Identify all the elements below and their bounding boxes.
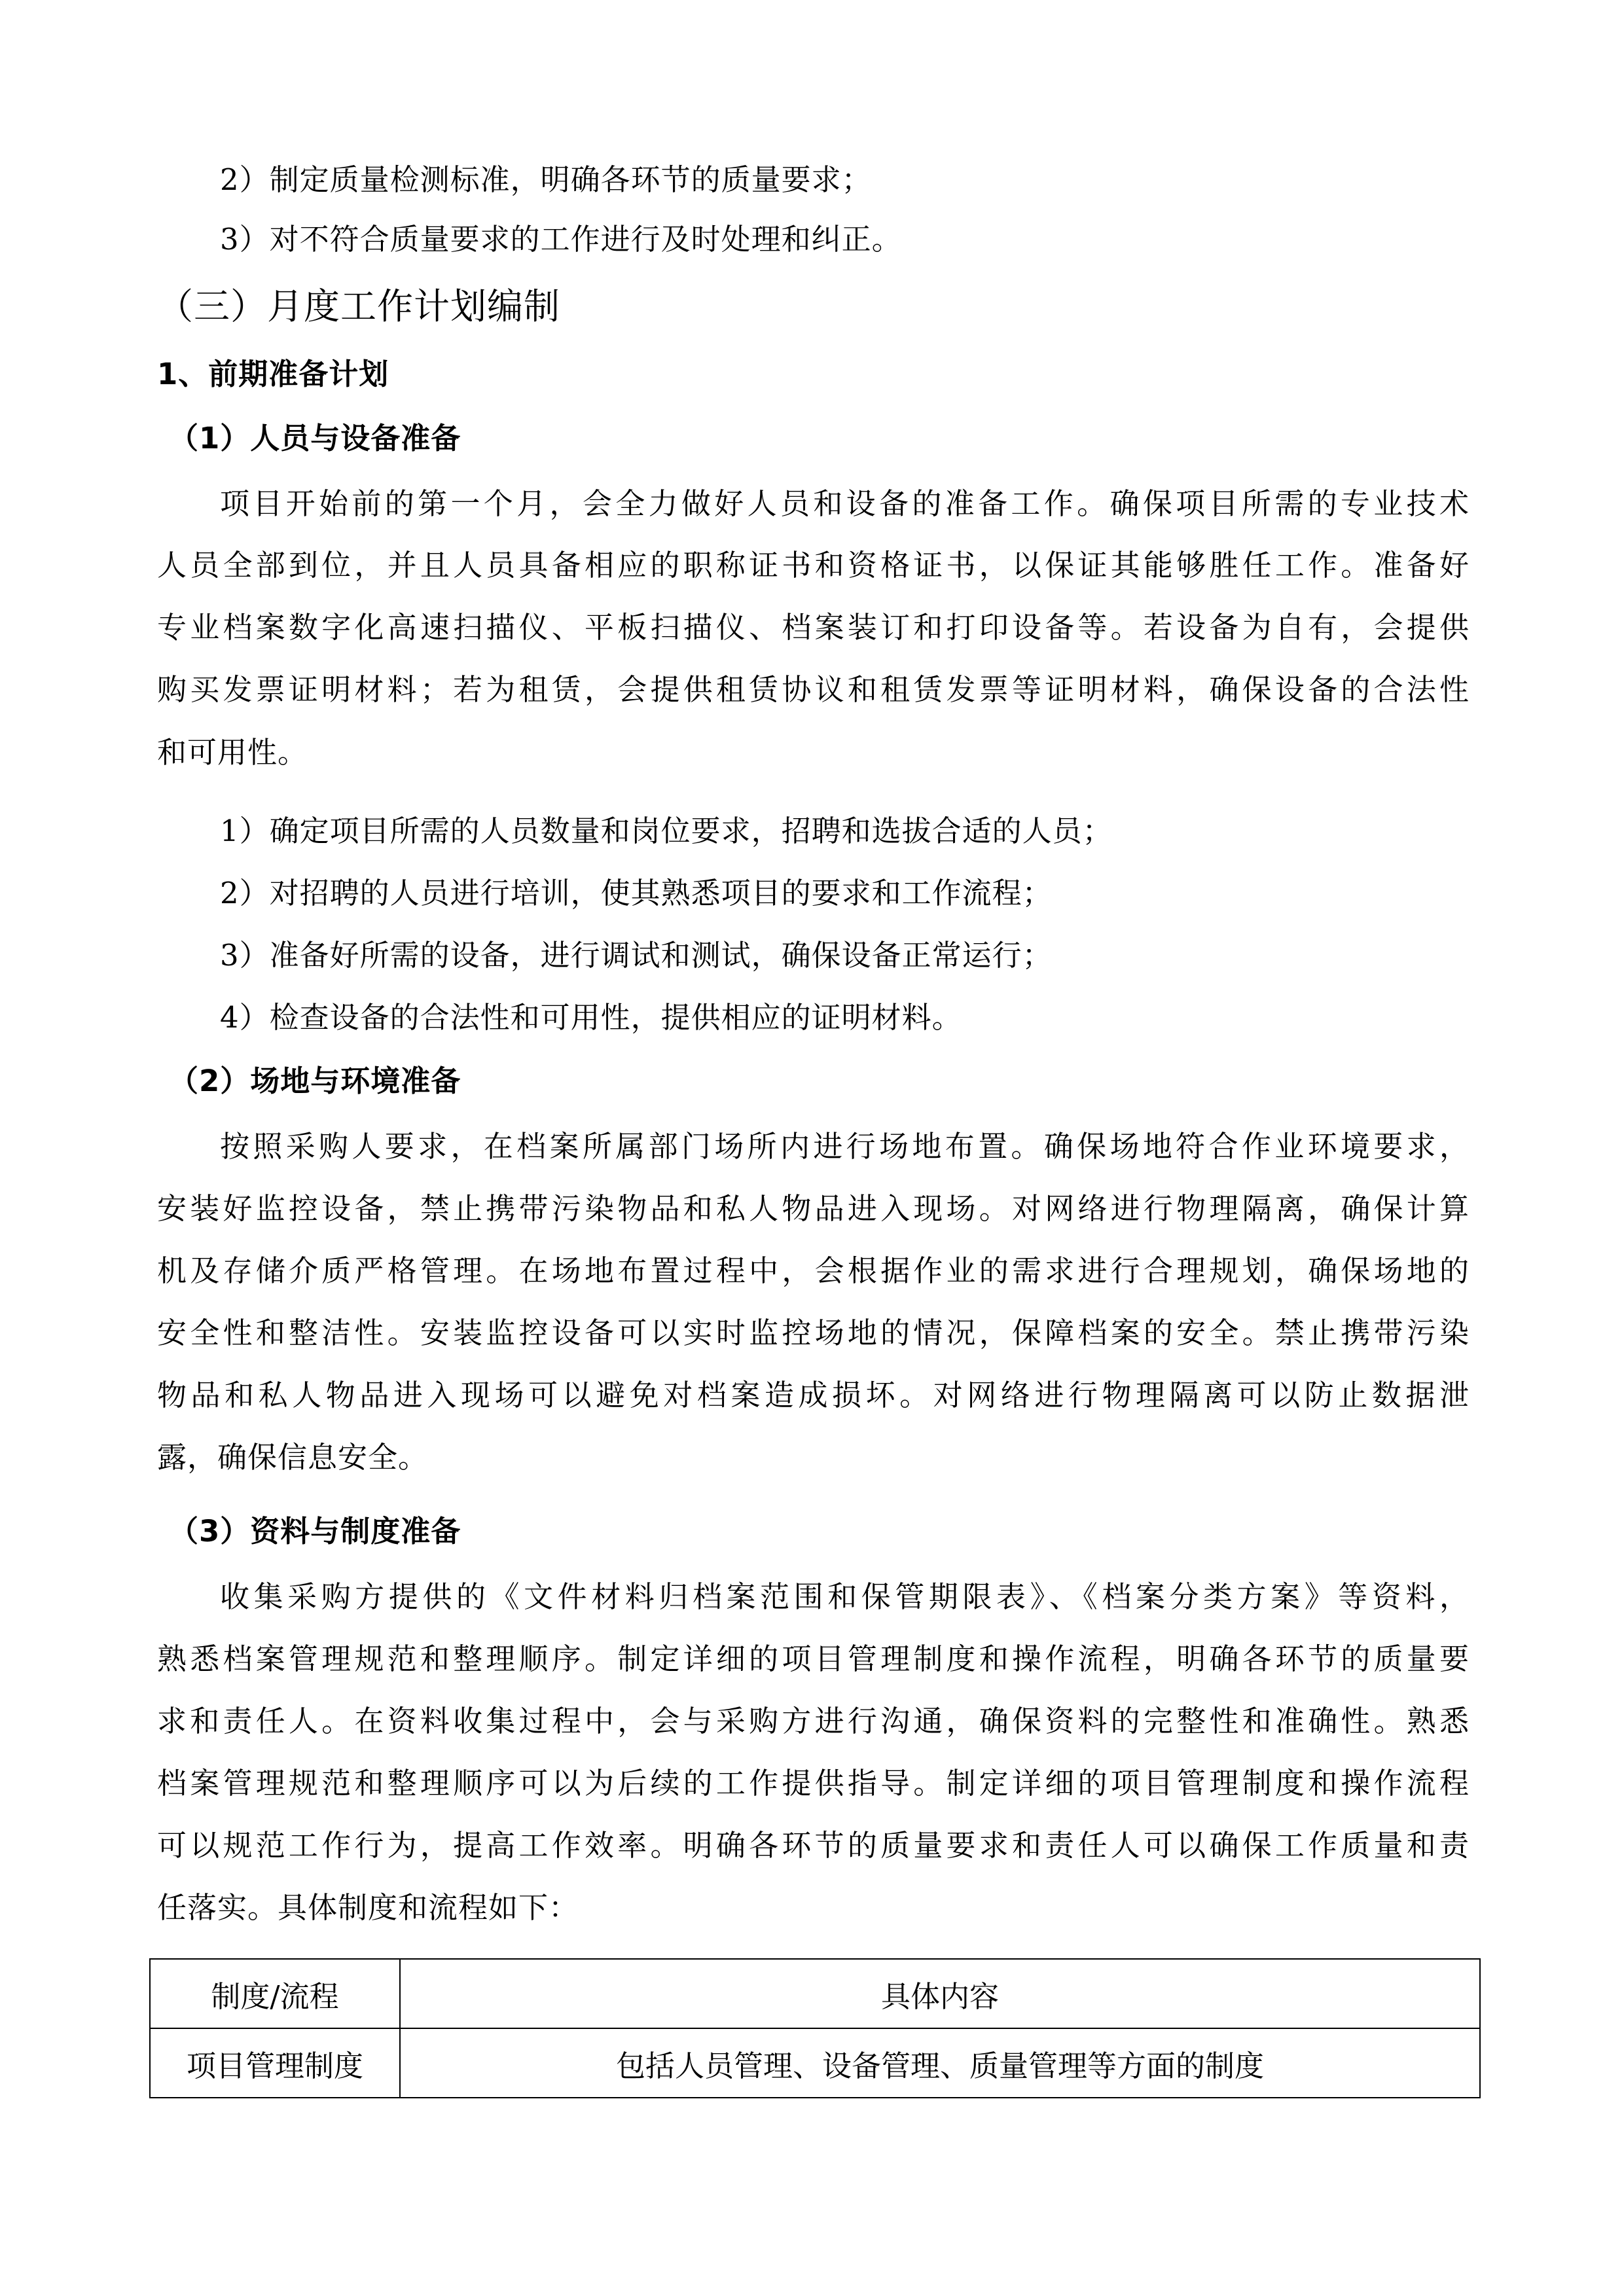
table-cell: 项目管理制度 [150,2028,400,2098]
paragraph-line: 专业档案数字化高速扫描仪、平板扫描仪、档案装订和打印设备等。若设备为自有，会提供 [157,610,1470,645]
list-item: 3）准备好所需的设备，进行调试和测试，确保设备正常运行； [220,938,1053,973]
paragraph-line: 求和责任人。在资料收集过程中，会与采购方进行沟通，确保资料的完整性和准确性。熟悉 [157,1704,1470,1738]
paragraph-line: 人员全部到位，并且人员具备相应的职称证书和资格证书，以保证其能够胜任工作。准备好 [157,548,1470,583]
paragraph-line: 可以规范工作行为，提高工作效率。明确各环节的质量要求和责任人可以确保工作质量和责 [157,1828,1470,1863]
paragraph-line: 安全性和整洁性。安装监控设备可以实时监控场地的情况，保障档案的安全。禁止携带污染 [157,1316,1470,1350]
paragraph-line: 安装好监控设备，禁止携带污染物品和私人物品进入现场。对网络进行物理隔离，确保计算 [157,1191,1470,1226]
table-cell: 包括人员管理、设备管理、质量管理等方面的制度 [400,2028,1480,2098]
table-header-cell: 制度/流程 [150,1959,400,2028]
paragraph-line: 物品和私人物品进入现场可以避免对档案造成损坏。对网络进行物理隔离可以防止数据泄 [157,1378,1470,1412]
part-heading: （2）场地与环境准备 [169,1064,461,1098]
part-heading: （1）人员与设备准备 [169,421,461,456]
list-item: 2）制定质量检测标准，明确各环节的质量要求； [220,162,872,197]
procedure-table [149,1958,1481,2098]
part-heading: （3）资料与制度准备 [169,1514,461,1549]
table-header-cell: 具体内容 [400,1959,1480,2028]
subsection-heading: 1、前期准备计划 [157,357,389,391]
list-item: 3）对不符合质量要求的工作进行及时处理和纠正。 [220,222,902,257]
list-item: 2）对招聘的人员进行培训，使其熟悉项目的要求和工作流程； [220,876,1053,910]
paragraph-line: 露，确保信息安全。 [157,1440,429,1475]
paragraph-line: 机及存储介质严格管理。在场地布置过程中，会根据作业的需求进行合理规划，确保场地的 [157,1253,1470,1288]
paragraph-line: 任落实。具体制度和流程如下： [157,1890,579,1925]
paragraph-line: 购买发票证明材料；若为租赁，会提供租赁协议和租赁发票等证明材料，确保设备的合法性 [157,672,1470,707]
paragraph-line: 项目开始前的第一个月，会全力做好人员和设备的准备工作。确保项目所需的专业技术 [220,486,1470,521]
list-item: 1）确定项目所需的人员数量和岗位要求，招聘和选拔合适的人员； [220,814,1113,848]
table-row [150,2028,1480,2098]
paragraph-line: 档案管理规范和整理顺序可以为后续的工作提供指导。制定详细的项目管理制度和操作流程 [157,1766,1470,1801]
paragraph-line: 按照采购人要求，在档案所属部门场所内进行场地布置。确保场地符合作业环境要求， [220,1129,1470,1164]
table-header-row [150,1959,1480,2028]
paragraph-line: 熟悉档案管理规范和整理顺序。制定详细的项目管理制度和操作流程，明确各环节的质量要 [157,1641,1470,1676]
paragraph-line: 和可用性。 [157,735,308,770]
section-heading: （三）月度工作计划编制 [157,285,561,327]
list-item: 4）检查设备的合法性和可用性，提供相应的证明材料。 [220,1000,962,1035]
paragraph-line: 收集采购方提供的《文件材料归档案范围和保管期限表》、《档案分类方案》等资料， [220,1579,1470,1614]
